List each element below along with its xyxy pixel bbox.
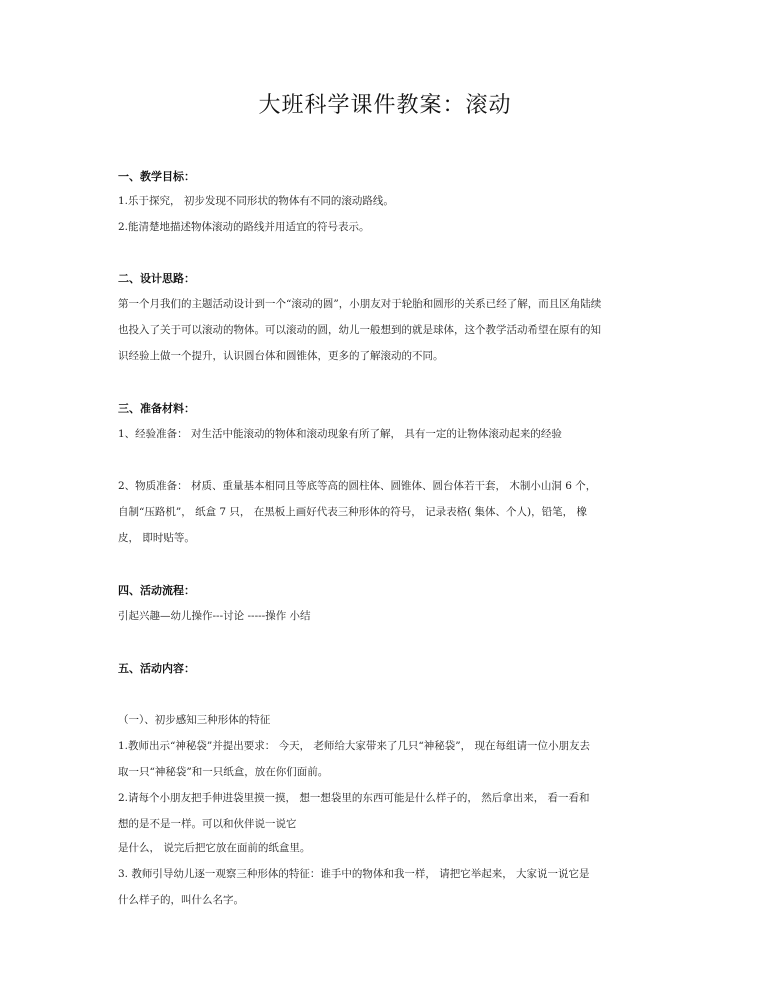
paragraph-line: 3. 教师引导幼儿逐一观察三种形体的特征：谁手中的物体和我一样， 请把它举起来， 大家说一说它是 [118,868,590,880]
paragraph-line: 自制“压路机”， 纸盒 7 只， 在黑板上画好代表三种形体的符号， 记录表格( 集体、个人)，铅笔， 橡 [118,506,587,518]
paragraph-line: 引起兴趣—幼儿操作---讨论 -----操作 小结 [118,610,311,622]
paragraph-line: 1.教师出示“神秘袋”并提出要求： 今天， 老师给大家带来了几只“神秘袋”， 现在每组请一位小朋友去 [118,740,591,752]
paragraph-line: 是什么， 说完后把它放在面前的纸盒里。 [118,842,311,854]
paragraph-line: （一）、初步感知三种形体的特征 [118,714,271,726]
paragraph-line: 2.请每个小朋友把手伸进袋里摸一摸， 想一想袋里的东西可能是什么样子的， 然后拿出来， 看一看和 [118,792,590,804]
paragraph-line: 也投入了关于可以滚动的物体。可以滚动的圆，幼儿一般想到的就是球体，这个教学活动希望在原有的知 [118,324,601,336]
paragraph-line: 2、物质准备： 材质、重量基本相同且等底等高的圆柱体、圆锥体、圆台体若干套， 木制小山洞 6 个， [118,480,597,492]
section-heading-process: 四、活动流程： [118,584,195,597]
paragraph-line: 皮， 即时贴等。 [118,532,195,544]
section-heading-materials: 三、准备材料： [118,402,195,415]
paragraph-line: 想的是不是一样。可以和伙伴说一说它 [118,818,297,830]
paragraph-line: 2.能清楚地描述物体滚动的路线并用适宜的符号表示。 [118,221,370,233]
paragraph-line: 1、经验准备： 对生活中能滚动的物体和滚动现象有所了解， 具有一定的让物体滚动起来的经验 [118,428,562,440]
section-heading-design: 二、设计思路： [118,272,195,285]
paragraph-line: 第一个月我们的主题活动设计到一个“滚动的圆”，小朋友对于轮胎和圆形的关系已经了解，而且区角陆续 [118,298,602,310]
section-heading-objectives: 一、教学目标： [118,170,195,183]
paragraph-line: 什么样子的，叫什么名字。 [118,894,244,906]
document-title: 大班科学课件教案：滚动 [258,93,512,118]
section-heading-content: 五、活动内容： [118,662,195,675]
paragraph-line: 识经验上做一个提升，认识圆台体和圆锥体，更多的了解滚动的不同。 [118,350,444,362]
paragraph-line: 1.乐于探究， 初步发现不同形状的物体有不同的滚动路线。 [118,195,394,207]
paragraph-line: 取一只“神秘袋”和一只纸盒，放在你们面前。 [118,766,329,778]
